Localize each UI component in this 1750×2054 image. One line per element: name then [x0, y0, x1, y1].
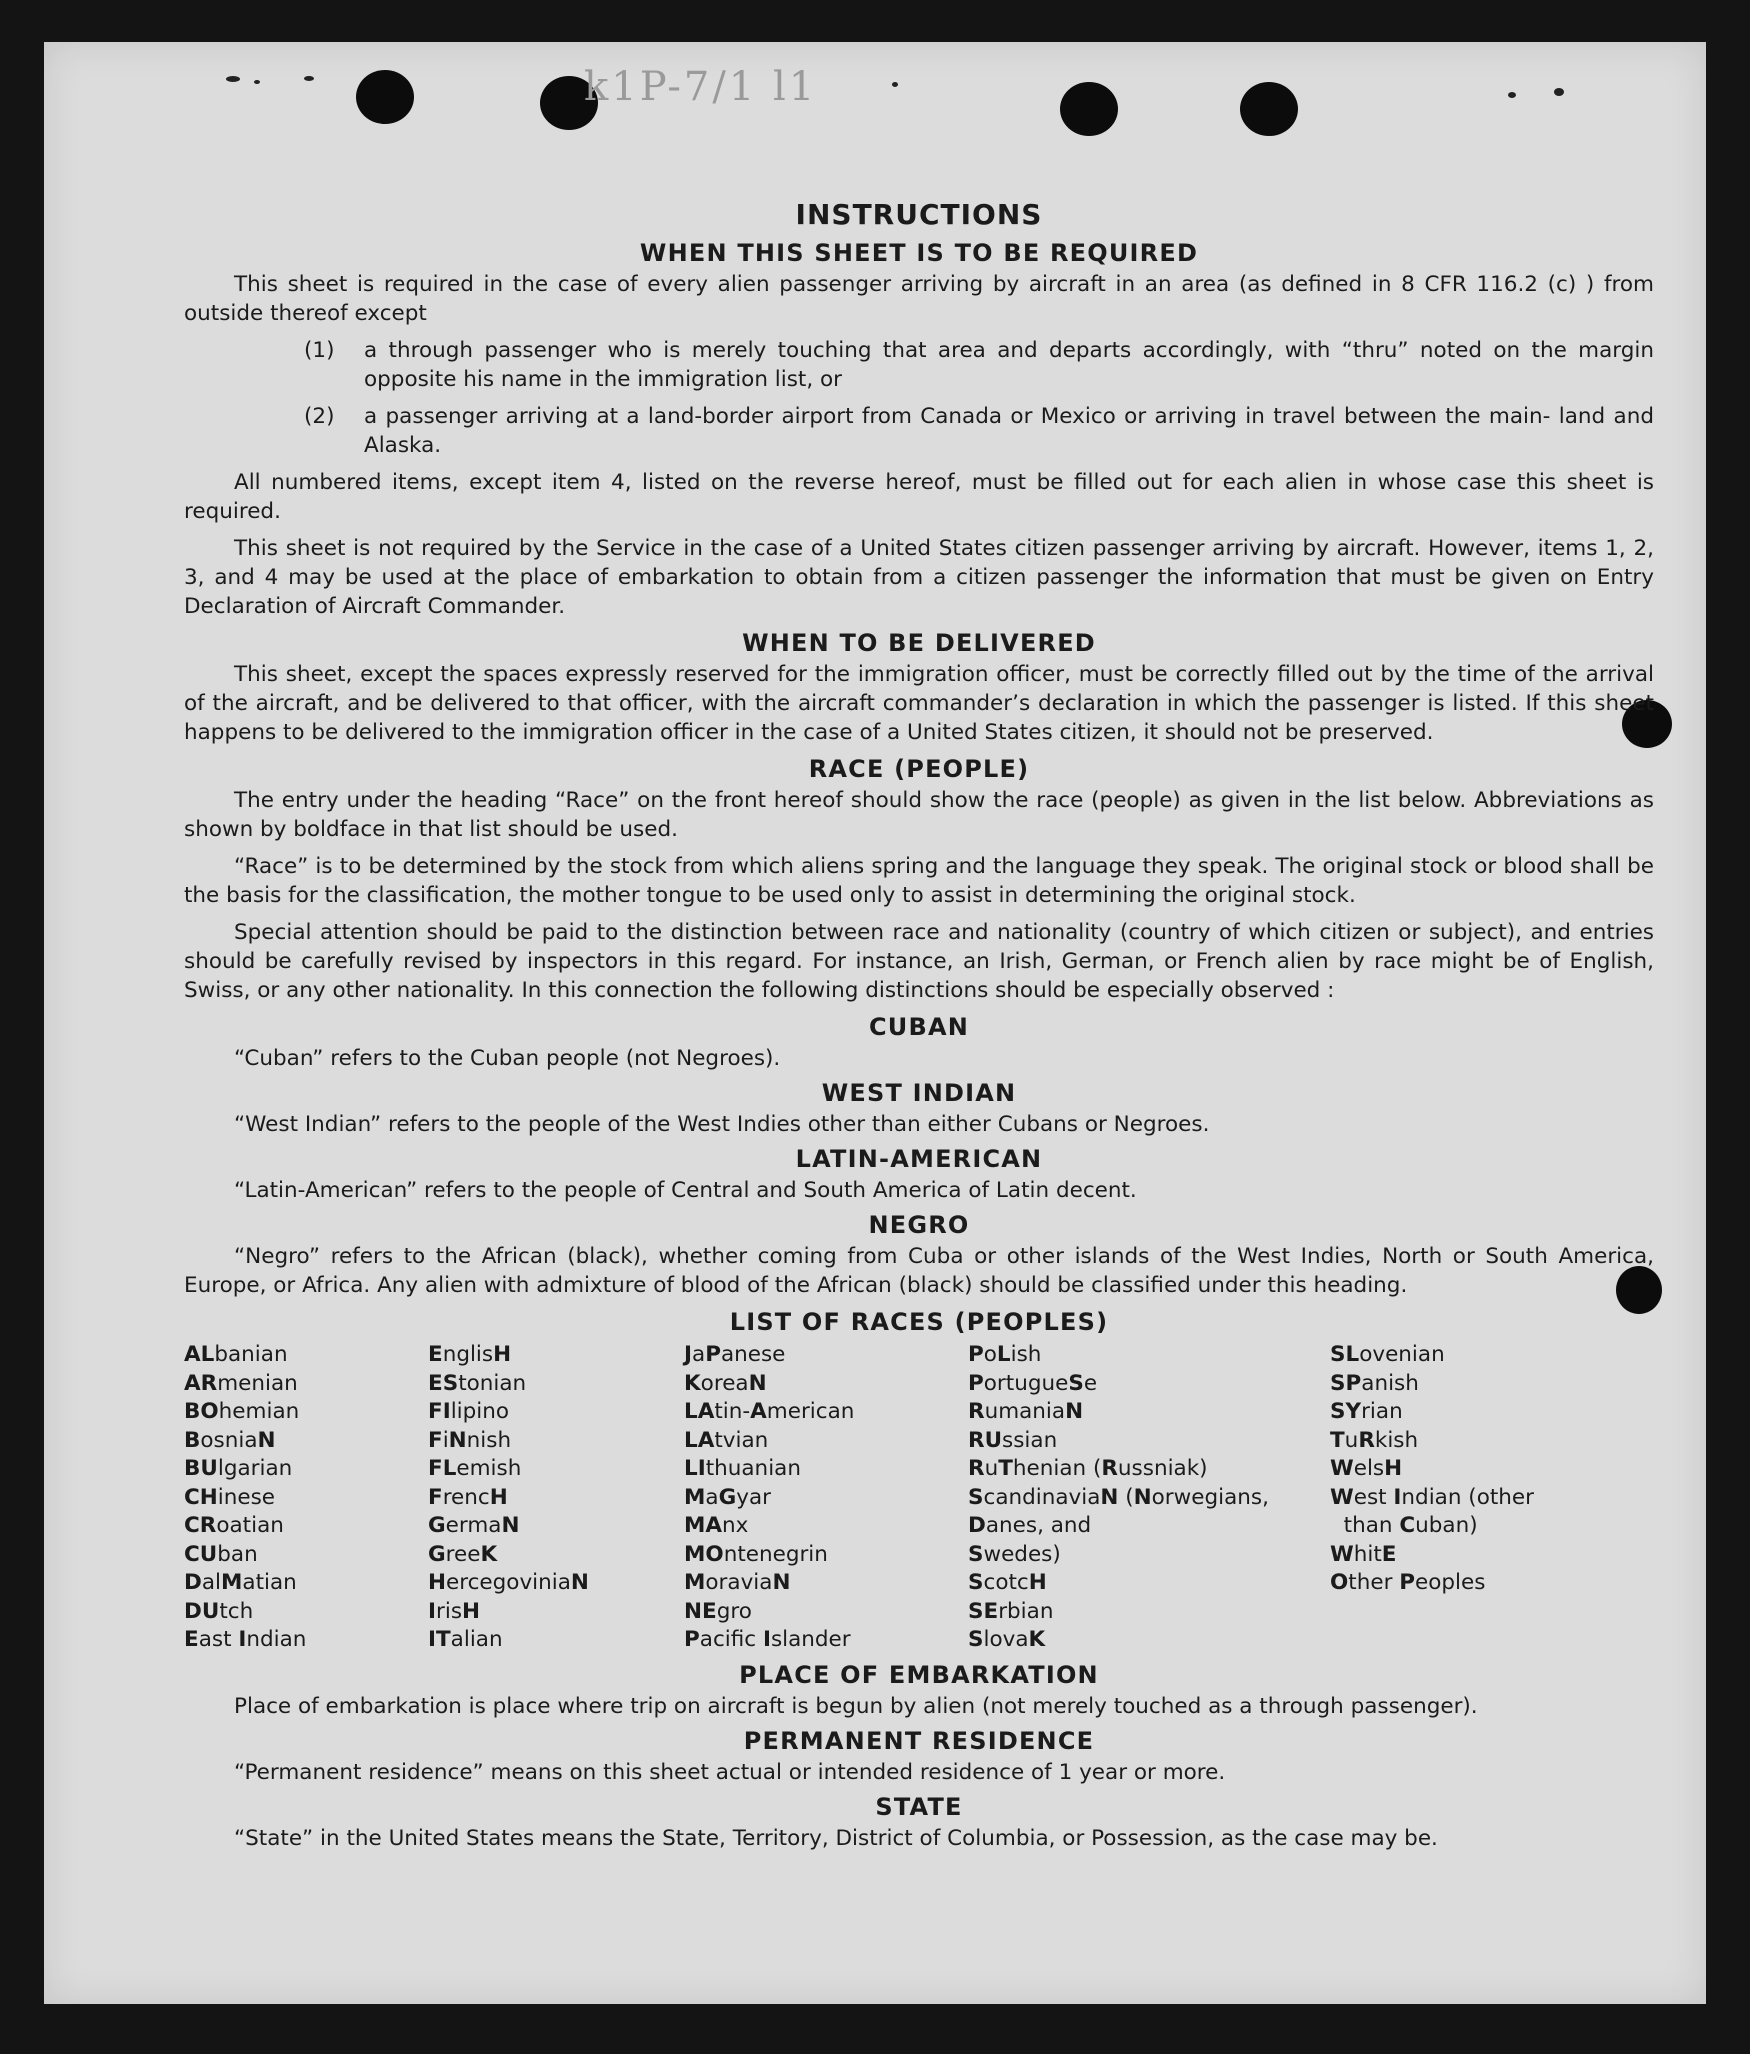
race-entry: HercegoviniaN — [428, 1570, 589, 1595]
race-entry: Other Peoples — [1330, 1570, 1486, 1595]
definition-text: “Permanent residence” means on this sheet actual or intended residence of 1 year or more. — [234, 1759, 1226, 1785]
race-entry: MOntenegrin — [684, 1541, 828, 1567]
heading-list-of-races: LIST OF RACES (PEOPLES) — [729, 1308, 1109, 1336]
race-entry: NEgro — [684, 1598, 752, 1624]
heading-state: STATE — [875, 1792, 963, 1821]
instructions-content — [184, 160, 1654, 1859]
races-table — [184, 1341, 1654, 1655]
race-entry: East Indian — [184, 1627, 307, 1652]
race-entry: FiNnish — [428, 1427, 512, 1453]
races-column — [184, 1341, 428, 1655]
definition-text: “Cuban” refers to the Cuban people (not Negroes). — [234, 1046, 781, 1071]
race-entry: SYrian — [1330, 1399, 1403, 1424]
race-entry: EnglisH — [428, 1342, 512, 1367]
heading-place-of-embarkation: PLACE OF EMBARKATION — [739, 1660, 1099, 1689]
definition-text: “State” in the United States means the State, Territory, District of Columbia, or Possession, as the case may be. — [234, 1825, 1438, 1851]
race-entry: GreeK — [428, 1541, 498, 1567]
race-entry: ScotcH — [968, 1570, 1047, 1595]
race-entry: WhitE — [1330, 1541, 1397, 1567]
paragraph: The entry under the heading “Race” on the front hereof should show the race (people) as given in the list below. Abbreviations as shown by boldface in that list should be used. — [184, 788, 1654, 842]
race-entry: KoreaN — [684, 1370, 767, 1396]
item-number: (2) — [304, 404, 335, 429]
race-entry: LIthuanian — [684, 1456, 801, 1481]
race-entry: SLovenian — [1330, 1342, 1445, 1367]
definition-text: Place of embarkation is place where trip on aircraft is begun by alien (not merely touched as a through passenger). — [234, 1693, 1478, 1719]
race-entry: JaPanese — [684, 1342, 786, 1367]
ink-speck — [226, 76, 240, 82]
race-entry: CHinese — [184, 1484, 276, 1510]
race-entry: West Indian (other — [1330, 1484, 1534, 1510]
race-entry: IrisH — [428, 1598, 481, 1624]
definition-text: “Negro” refers to the African (black), whether coming from Cuba or other islands of the West Indies, North or South America, Europe, or Africa. Any alien with admixture of blood of the African (black) should be classified under this heading. — [184, 1244, 1654, 1298]
race-entry: MAnx — [684, 1513, 749, 1538]
races-column — [684, 1341, 968, 1655]
heading-west-indian: WEST INDIAN — [821, 1079, 1017, 1107]
item-text: a passenger arriving at a land-border airport from Canada or Mexico or arriving in travel between the main- land and Alaska. — [364, 404, 1654, 458]
race-entry: FIlipino — [428, 1399, 510, 1424]
race-entry: BOhemian — [184, 1399, 300, 1424]
heading-when-required: WHEN THIS SHEET IS TO BE REQUIRED — [639, 239, 1199, 267]
paragraph: This sheet is not required by the Service in the case of a United States citizen passenger arriving by aircraft. However, items 1, 2, 3, and 4 may be used at the place of embarkation to obtain from a citizen passenger the information that must be given on Entry Declaration of Aircraft Commander. — [184, 536, 1654, 619]
race-entry: WelsH — [1330, 1456, 1403, 1481]
race-entry: Swedes) — [968, 1541, 1061, 1567]
handwritten-note: k1P-7/1 l1 — [584, 64, 818, 110]
item-number: (1) — [304, 338, 335, 363]
page-title: INSTRUCTIONS — [795, 198, 1043, 231]
paragraph: “Race” is to be determined by the stock from which aliens spring and the language they speak. The original stock or blood shall be the basis for the classification, the mother tongue to be used only to assist in determining the original stock. — [184, 854, 1654, 908]
races-column — [1330, 1341, 1630, 1655]
paragraph: Special attention should be paid to the distinction between race and nationality (country of which citizen or subject), and entries should be carefully revised by inspectors in this regard. For instance, an Irish, German, or French alien by race might be of English, Swiss, or any other nationality. In this connection the following distinctions should be especially observed : — [184, 920, 1654, 1003]
punch-hole — [356, 70, 414, 124]
race-entry: GermaN — [428, 1513, 520, 1538]
list-item — [184, 402, 1654, 460]
ink-speck — [1554, 88, 1564, 96]
race-entry: BosniaN — [184, 1427, 276, 1453]
race-entry: ALbanian — [184, 1342, 288, 1367]
ink-speck — [1508, 92, 1516, 98]
race-entry: MaGyar — [684, 1484, 771, 1510]
definition-text: “West Indian” refers to the people of the West Indies other than either Cubans or Negroes. — [234, 1112, 1210, 1137]
race-entry: SErbian — [968, 1598, 1054, 1624]
race-entry: BUlgarian — [184, 1456, 293, 1481]
race-entry: RumaniaN — [968, 1399, 1084, 1424]
race-entry: DUtch — [184, 1598, 254, 1624]
race-entry: ITalian — [428, 1627, 503, 1652]
race-entry: Pacific Islander — [684, 1627, 851, 1652]
races-column — [968, 1341, 1330, 1655]
race-entry: FrencH — [428, 1484, 508, 1510]
heading-cuban: CUBAN — [868, 1013, 970, 1041]
ink-speck — [892, 82, 898, 87]
race-entry: ScandinaviaN (Norwegians, — [968, 1484, 1269, 1510]
race-entry: LAtin-American — [684, 1399, 855, 1424]
heading-when-delivered: WHEN TO BE DELIVERED — [742, 629, 1096, 657]
race-entry: PoLish — [968, 1342, 1042, 1367]
heading-race: RACE (PEOPLE) — [808, 755, 1030, 783]
ink-speck — [254, 80, 260, 84]
race-entry: TuRkish — [1330, 1427, 1419, 1453]
race-entry: DalMatian — [184, 1570, 297, 1595]
heading-latin-american: LATIN-AMERICAN — [795, 1145, 1043, 1173]
race-entry: FLemish — [428, 1456, 522, 1481]
race-entry: RUssian — [968, 1427, 1058, 1453]
punch-hole — [1060, 82, 1118, 136]
race-entry: SlovaK — [968, 1627, 1046, 1652]
race-entry: PortugueSe — [968, 1370, 1098, 1396]
document-page — [44, 42, 1706, 2004]
paragraph: All numbered items, except item 4, listed on the reverse hereof, must be filled out for each alien in whose case this sheet is required. — [184, 470, 1654, 524]
race-entry: CRoatian — [184, 1513, 284, 1538]
race-entry: than Cuban) — [1330, 1513, 1478, 1538]
race-entry: ARmenian — [184, 1370, 298, 1396]
definition-text: “Latin-American” refers to the people of Central and South America of Latin decent. — [234, 1178, 1137, 1203]
races-column — [428, 1341, 684, 1655]
paragraph: This sheet is required in the case of every alien passenger arriving by aircraft in an area (as defined in 8 CFR 116.2 (c) ) from outside thereof except — [184, 272, 1654, 326]
race-entry: RuThenian (Russniak) — [968, 1456, 1208, 1481]
ink-speck — [304, 76, 314, 81]
heading-permanent-residence: PERMANENT RESIDENCE — [743, 1726, 1095, 1755]
race-entry: Danes, and — [968, 1513, 1092, 1538]
race-entry: EStonian — [428, 1370, 527, 1396]
list-item — [184, 336, 1654, 394]
race-entry: MoraviaN — [684, 1570, 791, 1595]
item-text: a through passenger who is merely touching that area and departs accordingly, with “thru” noted on the margin opposite his name in the immigration list, or — [364, 338, 1654, 392]
paragraph: This sheet, except the spaces expressly reserved for the immigration officer, must be correctly filled out by the time of the arrival of the aircraft, and be delivered to that officer, with the aircraft commander’s declaration in which the passenger is listed. If this sheet happens to be delivered to the immigration officer in the case of a United States citizen, it should not be preserved. — [184, 662, 1654, 745]
race-entry: LAtvian — [684, 1427, 769, 1453]
punch-hole — [1240, 82, 1298, 136]
race-entry: CUban — [184, 1541, 258, 1567]
race-entry: SPanish — [1330, 1370, 1419, 1396]
heading-negro: NEGRO — [868, 1211, 970, 1239]
